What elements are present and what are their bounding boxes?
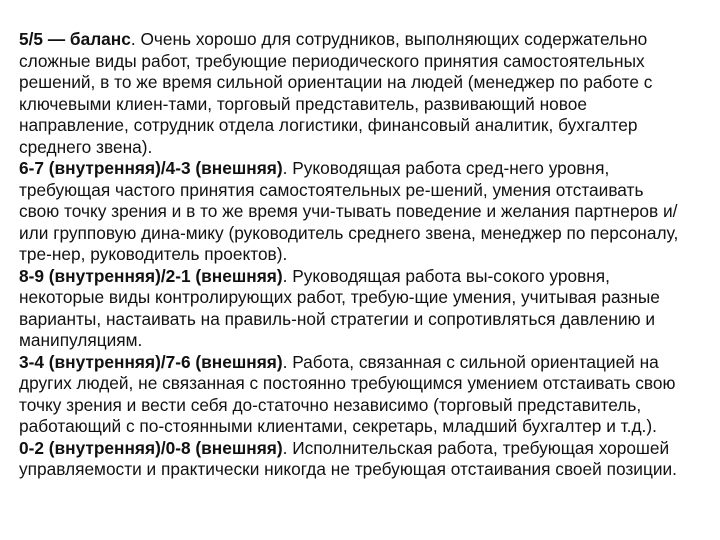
paragraph-executive [19, 438, 686, 481]
paragraph-text: . Руководящая работа сред-него уровня, требующая частого принятия самостоятельных ре-шений, умения отстаивать свою точку зрения и в то же время учи-тывать поведение и желания партнеров и/или групповую дина-мику (руководитель среднего звена, менеджер по персоналу, тре-нер, руководитель проектов). [19, 158, 679, 264]
paragraph-balance [19, 29, 686, 158]
paragraph-middle-management [19, 158, 686, 266]
paragraph-text: . Очень хорошо для сотрудников, выполняющих содержательно сложные виды работ, требующие периодического принятия самостоятельных решений, в то же время сильной ориентации на людей (менеджер по работе с ключевыми клиен-тами, торговый представитель, развивающий новое направление, сотрудник отдела логистики, финансовый аналитик, бухгалтер среднего звена). [19, 29, 653, 157]
paragraph-code: 8-9 (внутренняя)/2-1 (внешняя) [19, 265, 283, 286]
paragraph-senior-management [19, 266, 686, 352]
paragraph-code: 0-2 (внутренняя)/0-8 (внешняя) [19, 437, 283, 458]
paragraph-text: . Руководящая работа вы-сокого уровня, некоторые виды контролирующих работ, требую-щие умения, учитывая разные варианты, настаивать на правиль-ной стратегии и сопротивляться давлению и манипуляциям. [19, 265, 660, 350]
paragraph-people-oriented [19, 352, 686, 438]
paragraph-text: . Исполнительская работа, требующая хорошей управляемости и практически никогда не требующая отстаивания своей позиции. [19, 437, 677, 479]
paragraph-code: 6-7 (внутренняя)/4-3 (внешняя) [19, 158, 283, 178]
paragraph-code: 3-4 (внутренняя)/7-6 (внешняя) [19, 351, 283, 372]
paragraph-text: . Работа, связанная с сильной ориентацией на других людей, не связанная с постоянно требующимся умением отстаивать свою точку зрения и вести себя до-статочно независимо (торговый представитель, работающий с по-стоянными клиентами, секретарь, младший бухгалтер и т.д.). [19, 351, 676, 436]
paragraph-code: 5/5 — баланс [19, 29, 131, 49]
